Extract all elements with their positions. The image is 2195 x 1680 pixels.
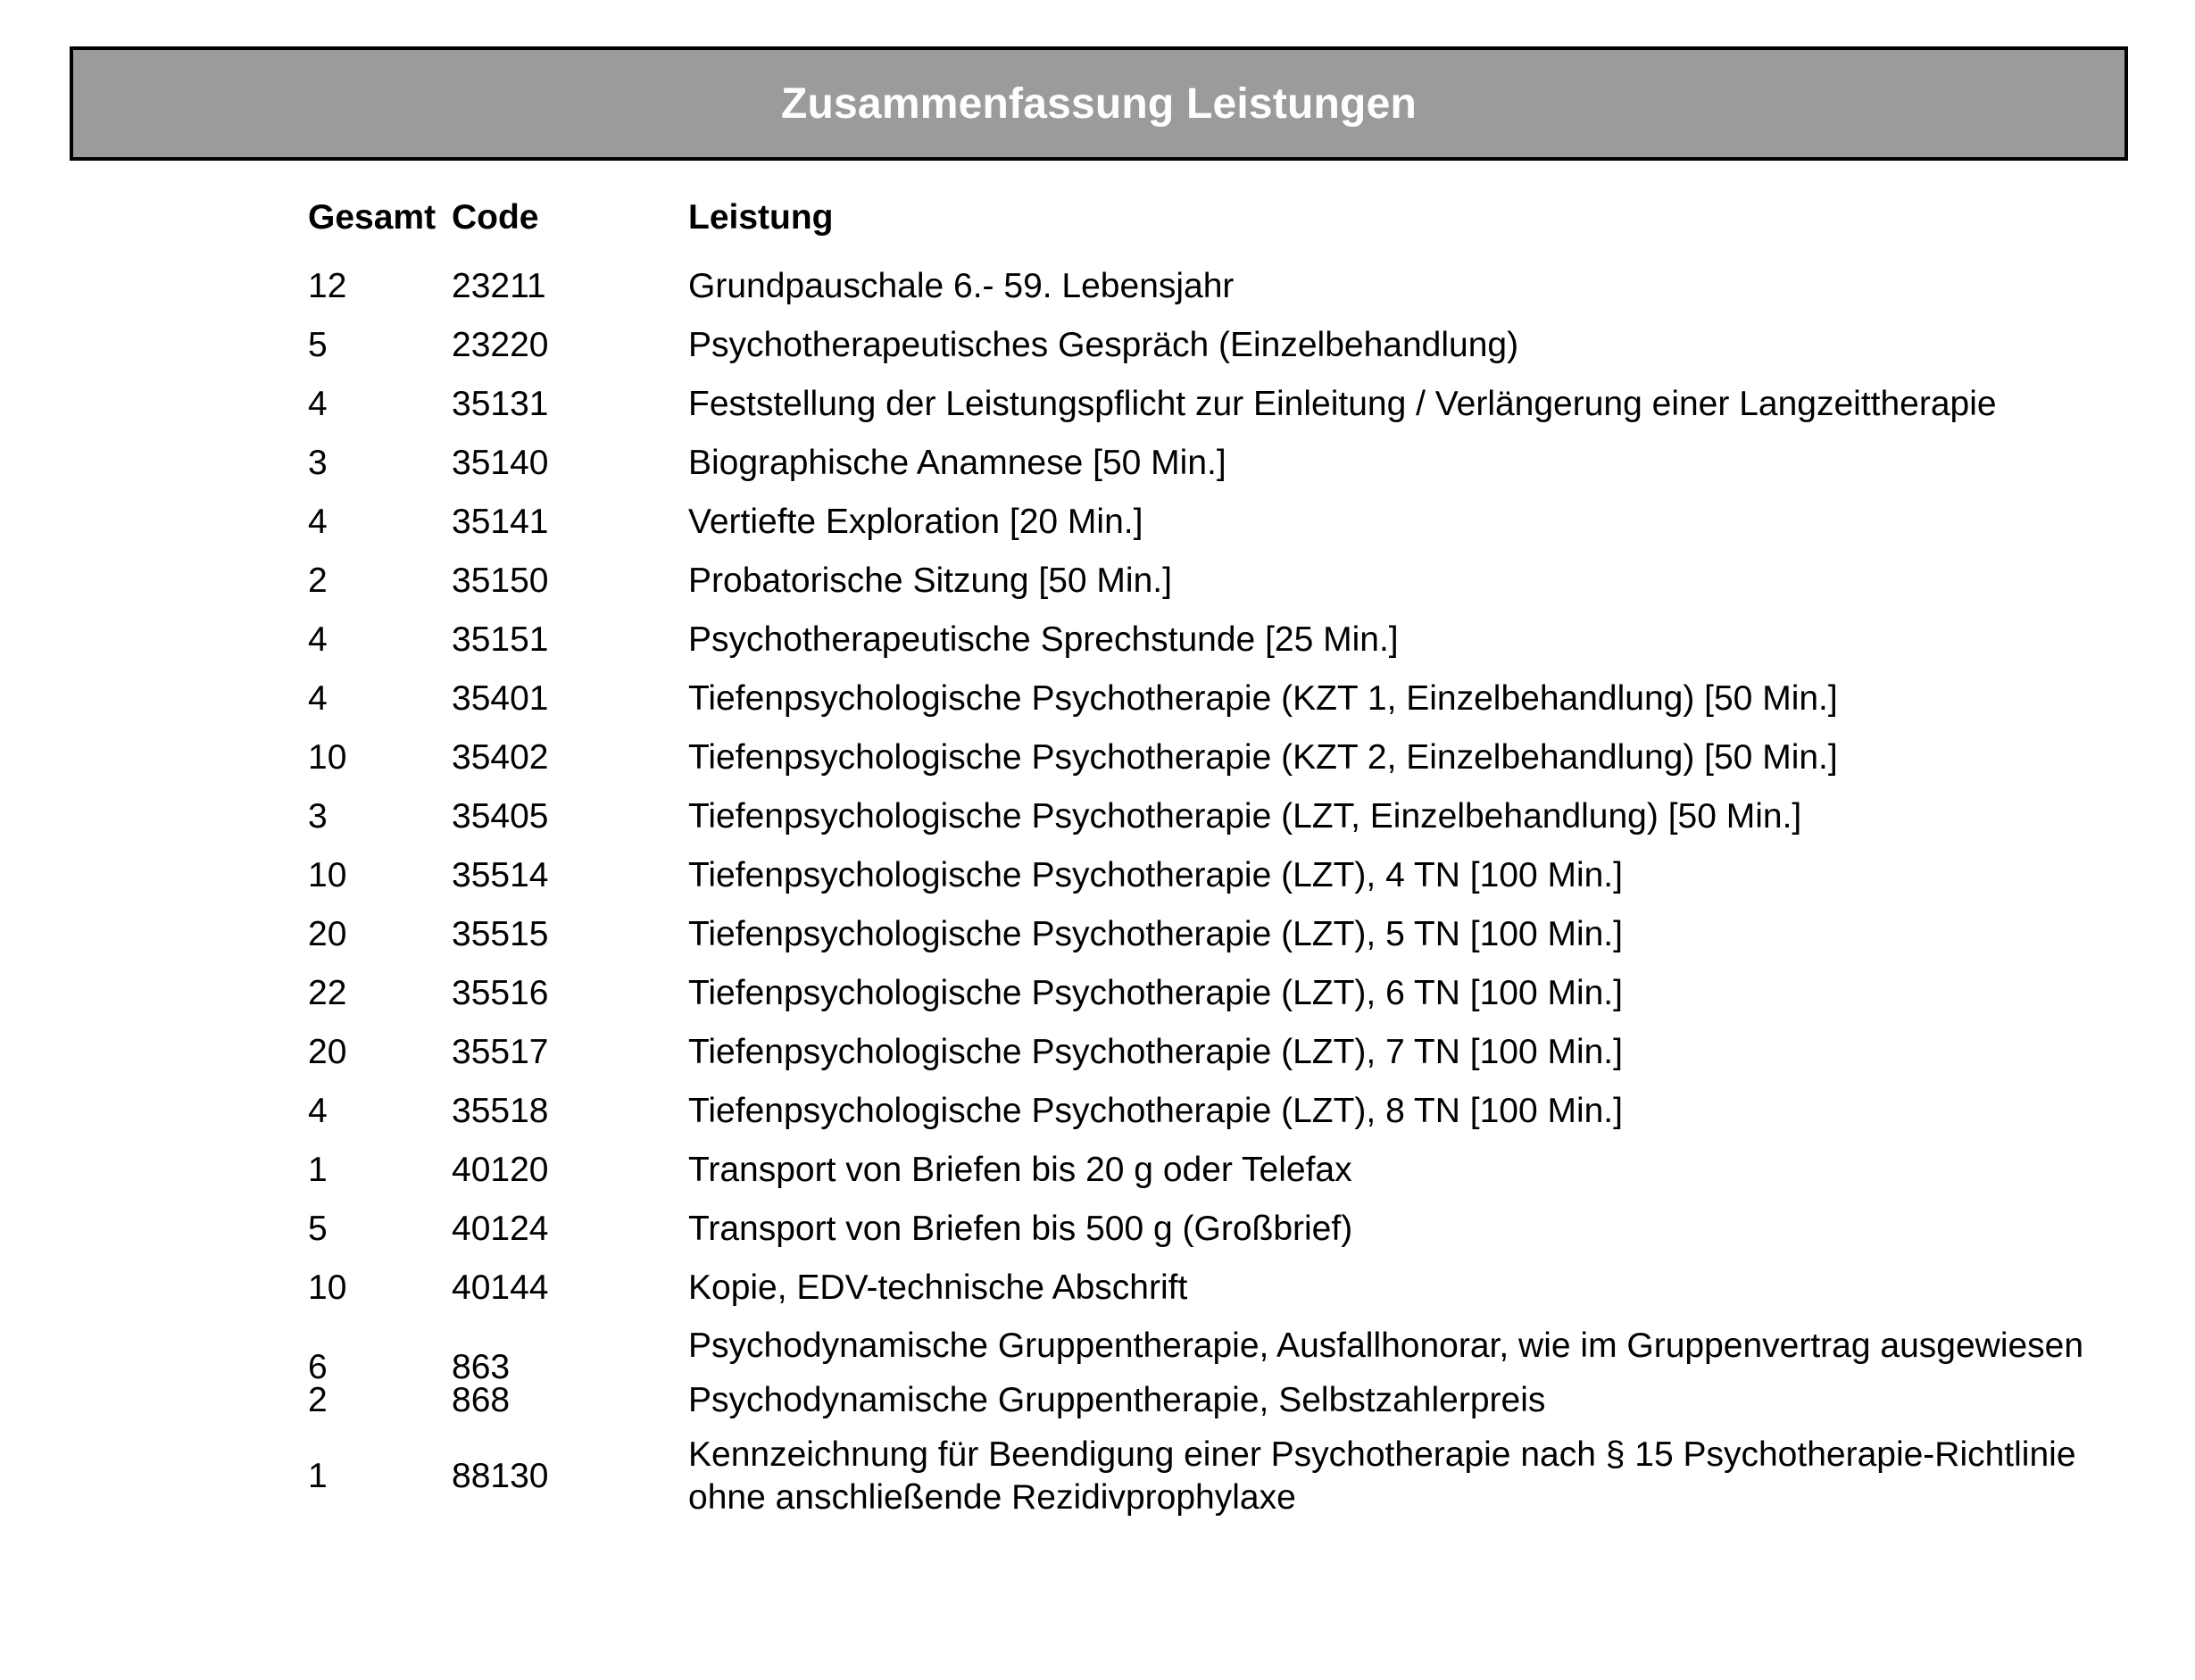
row-description: Tiefenpsychologische Psychotherapie (LZT), 4 TN [100 Min.] xyxy=(688,856,1623,894)
table-row xyxy=(0,434,2195,493)
table-row xyxy=(0,1426,2195,1526)
row-qty: 10 xyxy=(308,1268,347,1307)
table-row xyxy=(0,1023,2195,1082)
header-description: Leistung xyxy=(688,198,834,237)
table-row xyxy=(0,1259,2195,1318)
table-row xyxy=(0,846,2195,905)
row-code: 35517 xyxy=(452,1033,549,1071)
row-description: Tiefenpsychologische Psychotherapie (KZT 1, Einzelbehandlung) [50 Min.] xyxy=(688,679,1838,718)
row-description: Tiefenpsychologische Psychotherapie (LZT), 7 TN [100 Min.] xyxy=(688,1033,1623,1071)
header-code: Code xyxy=(452,198,539,237)
row-code: 23211 xyxy=(452,267,546,305)
table-row xyxy=(0,1318,2195,1386)
row-code: 35515 xyxy=(452,915,549,953)
table-row xyxy=(0,1141,2195,1200)
row-code: 40144 xyxy=(452,1268,549,1307)
row-qty: 3 xyxy=(308,444,328,482)
row-code: 35518 xyxy=(452,1092,549,1130)
row-description: Feststellung der Leistungspflicht zur Einleitung / Verlängerung einer Langzeittherapie xyxy=(688,385,1997,423)
row-description: Tiefenpsychologische Psychotherapie (LZT), 5 TN [100 Min.] xyxy=(688,915,1623,953)
row-description: Tiefenpsychologische Psychotherapie (LZT), 8 TN [100 Min.] xyxy=(688,1092,1623,1130)
row-code: 35151 xyxy=(452,620,549,659)
row-qty: 1 xyxy=(308,1151,328,1189)
row-qty: 10 xyxy=(308,856,347,894)
row-code: 35140 xyxy=(452,444,549,482)
row-description: Transport von Briefen bis 20 g oder Telefax xyxy=(688,1151,1352,1189)
row-qty: 4 xyxy=(308,1092,328,1130)
row-code: 35131 xyxy=(452,385,549,423)
table-row xyxy=(0,787,2195,846)
row-code: 40124 xyxy=(452,1210,549,1248)
row-code: 23220 xyxy=(452,326,549,364)
page-title: Zusammenfassung Leistungen xyxy=(781,79,1417,128)
table-row xyxy=(0,1375,2195,1426)
row-qty: 20 xyxy=(308,1033,347,1071)
row-description: Kopie, EDV-technische Abschrift xyxy=(688,1268,1188,1307)
services-table xyxy=(0,257,2195,1526)
row-code: 88130 xyxy=(452,1457,549,1495)
table-row xyxy=(0,611,2195,670)
row-qty: 22 xyxy=(308,974,347,1012)
row-code: 40120 xyxy=(452,1151,549,1189)
row-qty: 5 xyxy=(308,326,328,364)
row-qty: 6 xyxy=(308,1348,328,1386)
row-code: 35402 xyxy=(452,738,549,777)
row-qty: 2 xyxy=(308,561,328,600)
row-qty: 4 xyxy=(308,385,328,423)
table-row xyxy=(0,964,2195,1023)
row-qty: 3 xyxy=(308,797,328,836)
row-qty: 2 xyxy=(308,1381,328,1419)
row-code: 35141 xyxy=(452,503,549,541)
row-qty: 4 xyxy=(308,503,328,541)
row-code: 868 xyxy=(452,1381,511,1419)
row-code: 863 xyxy=(452,1348,511,1386)
table-row xyxy=(0,493,2195,552)
table-row xyxy=(0,316,2195,375)
row-description: Psychodynamische Gruppentherapie, Ausfallhonorar, wie im Gruppenvertrag ausgewiesen xyxy=(688,1327,2084,1365)
row-description: Tiefenpsychologische Psychotherapie (LZT), 6 TN [100 Min.] xyxy=(688,974,1623,1012)
row-qty: 1 xyxy=(308,1457,328,1495)
row-qty: 20 xyxy=(308,915,347,953)
row-description: Psychodynamische Gruppentherapie, Selbstzahlerpreis xyxy=(688,1381,1546,1419)
row-qty: 4 xyxy=(308,679,328,718)
row-description: Kennzeichnung für Beendigung einer Psychotherapie nach § 15 Psychotherapie-Richtlinie ohne anschließende Rezidivprophylaxe xyxy=(688,1435,2076,1517)
table-row xyxy=(0,670,2195,728)
row-description: Psychotherapeutisches Gespräch (Einzelbehandlung) xyxy=(688,326,1519,364)
row-code: 35405 xyxy=(452,797,549,836)
row-description: Probatorische Sitzung [50 Min.] xyxy=(688,561,1172,600)
table-row xyxy=(0,375,2195,434)
row-description: Biographische Anamnese [50 Min.] xyxy=(688,444,1226,482)
row-description: Grundpauschale 6.- 59. Lebensjahr xyxy=(688,267,1235,305)
table-header xyxy=(0,198,2195,248)
table-row xyxy=(0,905,2195,964)
row-description: Tiefenpsychologische Psychotherapie (LZT, Einzelbehandlung) [50 Min.] xyxy=(688,797,1802,836)
row-code: 35514 xyxy=(452,856,549,894)
header-qty: Gesamt xyxy=(308,198,437,237)
row-description: Transport von Briefen bis 500 g (Großbrief) xyxy=(688,1210,1353,1248)
table-row xyxy=(0,728,2195,787)
row-description: Tiefenpsychologische Psychotherapie (KZT 2, Einzelbehandlung) [50 Min.] xyxy=(688,738,1838,777)
row-description: Vertiefte Exploration [20 Min.] xyxy=(688,503,1143,541)
row-qty: 4 xyxy=(308,620,328,659)
row-code: 35401 xyxy=(452,679,549,718)
table-row xyxy=(0,1200,2195,1259)
row-qty: 5 xyxy=(308,1210,328,1248)
row-description: Psychotherapeutische Sprechstunde [25 Min.] xyxy=(688,620,1399,659)
row-qty: 10 xyxy=(308,738,347,777)
row-code: 35516 xyxy=(452,974,549,1012)
table-row xyxy=(0,257,2195,316)
row-qty: 12 xyxy=(308,267,347,305)
table-row xyxy=(0,552,2195,611)
title-banner xyxy=(70,46,2128,161)
row-code: 35150 xyxy=(452,561,549,600)
table-row xyxy=(0,1082,2195,1141)
